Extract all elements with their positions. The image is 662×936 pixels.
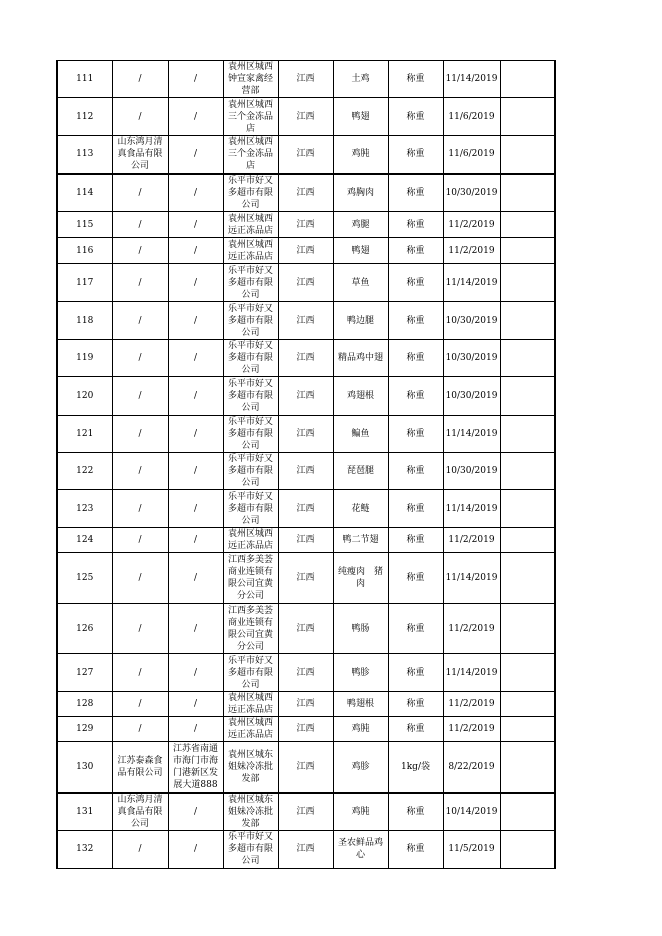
- cell-producer: /: [112, 238, 168, 264]
- cell-producer: 山东鸿月清真食品有限公司: [112, 793, 168, 831]
- cell-sampled-unit: 袁州区城西远正冻品店: [223, 238, 278, 264]
- cell-remarks: [500, 302, 555, 340]
- cell-specification: 称重: [388, 604, 443, 654]
- cell-product-name: 鸭翅: [333, 238, 388, 264]
- cell-production-date: 8/22/2019: [443, 742, 500, 793]
- cell-product-name: 鸭翅: [333, 98, 388, 136]
- cell-province: 江西: [278, 742, 333, 793]
- cell-producer: /: [112, 174, 168, 212]
- cell-province: 江西: [278, 61, 333, 98]
- cell-serial-number: 128: [57, 692, 112, 717]
- cell-serial-number: 120: [57, 377, 112, 416]
- cell-product-name: 鸡肫: [333, 136, 388, 174]
- cell-remarks: [500, 377, 555, 416]
- cell-production-date: 11/5/2019: [443, 830, 500, 868]
- cell-producer-address: /: [168, 830, 223, 868]
- cell-province: 江西: [278, 830, 333, 868]
- cell-product-name: 鸭胗: [333, 654, 388, 692]
- cell-serial-number: 115: [57, 212, 112, 238]
- cell-remarks: [500, 212, 555, 238]
- cell-serial-number: 131: [57, 793, 112, 831]
- cell-producer-address: /: [168, 604, 223, 654]
- cell-province: 江西: [278, 302, 333, 340]
- cell-sampled-unit: 袁州区城东姐妹冷冻批发部: [223, 742, 278, 793]
- cell-remarks: [500, 136, 555, 174]
- cell-specification: 称重: [388, 98, 443, 136]
- cell-serial-number: 119: [57, 340, 112, 377]
- cell-remarks: [500, 692, 555, 717]
- cell-product-name: 琵琶腿: [333, 453, 388, 490]
- cell-specification: 称重: [388, 490, 443, 528]
- cell-product-name: 鸭边腿: [333, 302, 388, 340]
- cell-producer: /: [112, 528, 168, 553]
- cell-remarks: [500, 340, 555, 377]
- cell-producer-address: /: [168, 136, 223, 174]
- cell-sampled-unit: 袁州区城西远正冻品店: [223, 212, 278, 238]
- cell-producer-address: /: [168, 238, 223, 264]
- cell-producer-address: /: [168, 264, 223, 302]
- cell-producer: /: [112, 604, 168, 654]
- cell-province: 江西: [278, 174, 333, 212]
- table-row: [57, 264, 555, 302]
- cell-producer-address: /: [168, 528, 223, 553]
- cell-product-name: 鸭肠: [333, 604, 388, 654]
- cell-product-name: 鳊鱼: [333, 416, 388, 453]
- cell-serial-number: 111: [57, 61, 112, 98]
- cell-producer: /: [112, 830, 168, 868]
- cell-remarks: [500, 553, 555, 604]
- table-row: [57, 377, 555, 416]
- table-row: [57, 302, 555, 340]
- cell-production-date: 10/14/2019: [443, 793, 500, 831]
- cell-specification: 称重: [388, 212, 443, 238]
- cell-serial-number: 129: [57, 717, 112, 742]
- cell-production-date: 11/6/2019: [443, 98, 500, 136]
- cell-serial-number: 125: [57, 553, 112, 604]
- table-row: [57, 238, 555, 264]
- cell-producer: /: [112, 453, 168, 490]
- cell-province: 江西: [278, 793, 333, 831]
- cell-sampled-unit: 江西多美荟商业连锁有限公司宜黄分公司: [223, 604, 278, 654]
- cell-remarks: [500, 830, 555, 868]
- cell-sampled-unit: 乐平市好又多超市有限公司: [223, 490, 278, 528]
- cell-province: 江西: [278, 717, 333, 742]
- cell-production-date: 10/30/2019: [443, 453, 500, 490]
- cell-production-date: 11/2/2019: [443, 212, 500, 238]
- table-row: [57, 742, 555, 793]
- cell-serial-number: 126: [57, 604, 112, 654]
- cell-province: 江西: [278, 490, 333, 528]
- cell-sampled-unit: 袁州区城东姐妹冷冻批发部: [223, 793, 278, 831]
- cell-specification: 称重: [388, 377, 443, 416]
- cell-province: 江西: [278, 136, 333, 174]
- cell-sampled-unit: 乐平市好又多超市有限公司: [223, 416, 278, 453]
- table-row: [57, 528, 555, 553]
- table-row: [57, 136, 555, 174]
- table-row: [57, 553, 555, 604]
- cell-serial-number: 132: [57, 830, 112, 868]
- cell-producer: /: [112, 377, 168, 416]
- cell-specification: 称重: [388, 717, 443, 742]
- cell-sampled-unit: 乐平市好又多超市有限公司: [223, 377, 278, 416]
- cell-producer-address: 江苏省南通市海门市海门港新区发展大道888: [168, 742, 223, 793]
- cell-producer-address: /: [168, 692, 223, 717]
- cell-product-name: 鸡腿: [333, 212, 388, 238]
- cell-serial-number: 130: [57, 742, 112, 793]
- cell-production-date: 10/30/2019: [443, 340, 500, 377]
- cell-sampled-unit: 袁州区城西远正冻品店: [223, 528, 278, 553]
- cell-sampled-unit: 袁州区城西三个金冻品店: [223, 136, 278, 174]
- cell-producer-address: /: [168, 98, 223, 136]
- cell-province: 江西: [278, 98, 333, 136]
- cell-serial-number: 116: [57, 238, 112, 264]
- cell-remarks: [500, 717, 555, 742]
- cell-producer: /: [112, 416, 168, 453]
- cell-specification: 称重: [388, 136, 443, 174]
- cell-producer-address: /: [168, 553, 223, 604]
- cell-production-date: 11/14/2019: [443, 654, 500, 692]
- cell-serial-number: 118: [57, 302, 112, 340]
- cell-province: 江西: [278, 528, 333, 553]
- cell-sampled-unit: 乐平市好又多超市有限公司: [223, 830, 278, 868]
- cell-province: 江西: [278, 340, 333, 377]
- cell-product-name: 圣农鲜品鸡心: [333, 830, 388, 868]
- cell-specification: 称重: [388, 340, 443, 377]
- table-row: [57, 793, 555, 831]
- cell-sampled-unit: 袁州区城西钟宣家禽经营部: [223, 61, 278, 98]
- cell-producer-address: /: [168, 490, 223, 528]
- cell-producer-address: /: [168, 416, 223, 453]
- cell-remarks: [500, 174, 555, 212]
- cell-production-date: 10/30/2019: [443, 302, 500, 340]
- cell-sampled-unit: 袁州区城西远正冻品店: [223, 692, 278, 717]
- cell-specification: 称重: [388, 553, 443, 604]
- cell-product-name: 土鸡: [333, 61, 388, 98]
- cell-remarks: [500, 264, 555, 302]
- cell-production-date: 11/2/2019: [443, 692, 500, 717]
- cell-remarks: [500, 528, 555, 553]
- cell-sampled-unit: 江西多美荟商业连锁有限公司宜黄分公司: [223, 553, 278, 604]
- table-body: [57, 61, 555, 869]
- cell-product-name: 鸭翅根: [333, 692, 388, 717]
- cell-production-date: 11/6/2019: [443, 136, 500, 174]
- table-row: [57, 212, 555, 238]
- cell-producer: 山东鸿月清真食品有限公司: [112, 136, 168, 174]
- table-row: [57, 717, 555, 742]
- table-row: [57, 490, 555, 528]
- cell-province: 江西: [278, 553, 333, 604]
- cell-sampled-unit: 乐平市好又多超市有限公司: [223, 453, 278, 490]
- cell-production-date: 10/30/2019: [443, 174, 500, 212]
- cell-production-date: 11/2/2019: [443, 717, 500, 742]
- cell-production-date: 11/14/2019: [443, 553, 500, 604]
- cell-specification: 称重: [388, 528, 443, 553]
- cell-product-name: 鸡翅根: [333, 377, 388, 416]
- cell-sampled-unit: 袁州区城西三个金冻品店: [223, 98, 278, 136]
- cell-production-date: 11/2/2019: [443, 238, 500, 264]
- cell-producer-address: /: [168, 654, 223, 692]
- cell-specification: 称重: [388, 654, 443, 692]
- cell-production-date: 11/14/2019: [443, 416, 500, 453]
- cell-specification: 称重: [388, 416, 443, 453]
- cell-producer-address: /: [168, 340, 223, 377]
- cell-producer-address: /: [168, 793, 223, 831]
- cell-producer: /: [112, 654, 168, 692]
- cell-producer: /: [112, 212, 168, 238]
- cell-province: 江西: [278, 654, 333, 692]
- cell-serial-number: 113: [57, 136, 112, 174]
- cell-sampled-unit: 袁州区城西远正冻品店: [223, 717, 278, 742]
- cell-production-date: 11/14/2019: [443, 61, 500, 98]
- cell-producer: /: [112, 717, 168, 742]
- cell-producer: /: [112, 61, 168, 98]
- cell-specification: 称重: [388, 793, 443, 831]
- cell-serial-number: 122: [57, 453, 112, 490]
- table-row: [57, 453, 555, 490]
- cell-production-date: 10/30/2019: [443, 377, 500, 416]
- table-row: [57, 340, 555, 377]
- cell-product-name: 鸡肫: [333, 793, 388, 831]
- cell-product-name: 花鲢: [333, 490, 388, 528]
- cell-province: 江西: [278, 377, 333, 416]
- cell-production-date: 11/2/2019: [443, 604, 500, 654]
- cell-serial-number: 112: [57, 98, 112, 136]
- cell-remarks: [500, 490, 555, 528]
- cell-product-name: 精品鸡中翅: [333, 340, 388, 377]
- cell-province: 江西: [278, 264, 333, 302]
- cell-specification: 称重: [388, 830, 443, 868]
- cell-remarks: [500, 61, 555, 98]
- table-row: [57, 692, 555, 717]
- table-row: [57, 61, 555, 98]
- cell-remarks: [500, 742, 555, 793]
- cell-specification: 称重: [388, 453, 443, 490]
- cell-producer: /: [112, 692, 168, 717]
- cell-production-date: 11/14/2019: [443, 490, 500, 528]
- cell-sampled-unit: 乐平市好又多超市有限公司: [223, 302, 278, 340]
- table-row: [57, 604, 555, 654]
- cell-product-name: 鸡胸肉: [333, 174, 388, 212]
- cell-province: 江西: [278, 212, 333, 238]
- cell-producer-address: /: [168, 453, 223, 490]
- cell-producer-address: /: [168, 174, 223, 212]
- cell-serial-number: 121: [57, 416, 112, 453]
- cell-specification: 称重: [388, 238, 443, 264]
- cell-specification: 称重: [388, 61, 443, 98]
- cell-producer-address: /: [168, 377, 223, 416]
- cell-remarks: [500, 98, 555, 136]
- cell-producer: /: [112, 302, 168, 340]
- cell-producer: 江苏泰森食品有限公司: [112, 742, 168, 793]
- table-row: [57, 654, 555, 692]
- sampling-table: [56, 60, 556, 869]
- cell-specification: 称重: [388, 302, 443, 340]
- cell-producer: /: [112, 340, 168, 377]
- cell-province: 江西: [278, 692, 333, 717]
- cell-remarks: [500, 604, 555, 654]
- cell-specification: 称重: [388, 174, 443, 212]
- cell-province: 江西: [278, 604, 333, 654]
- cell-producer-address: /: [168, 61, 223, 98]
- cell-serial-number: 124: [57, 528, 112, 553]
- cell-producer: /: [112, 553, 168, 604]
- cell-remarks: [500, 654, 555, 692]
- cell-province: 江西: [278, 453, 333, 490]
- cell-serial-number: 114: [57, 174, 112, 212]
- table-row: [57, 98, 555, 136]
- cell-product-name: 纯瘦肉 猪肉: [333, 553, 388, 604]
- cell-producer: /: [112, 264, 168, 302]
- cell-sampled-unit: 乐平市好又多超市有限公司: [223, 174, 278, 212]
- cell-product-name: 草鱼: [333, 264, 388, 302]
- cell-sampled-unit: 乐平市好又多超市有限公司: [223, 340, 278, 377]
- cell-specification: 1kg/袋: [388, 742, 443, 793]
- cell-product-name: 鸡肫: [333, 717, 388, 742]
- cell-production-date: 11/2/2019: [443, 528, 500, 553]
- cell-producer: /: [112, 98, 168, 136]
- cell-remarks: [500, 238, 555, 264]
- cell-sampled-unit: 乐平市好又多超市有限公司: [223, 654, 278, 692]
- cell-sampled-unit: 乐平市好又多超市有限公司: [223, 264, 278, 302]
- table-row: [57, 174, 555, 212]
- cell-producer-address: /: [168, 212, 223, 238]
- cell-serial-number: 123: [57, 490, 112, 528]
- cell-producer: /: [112, 490, 168, 528]
- cell-producer-address: /: [168, 302, 223, 340]
- table-row: [57, 416, 555, 453]
- cell-product-name: 鸡胗: [333, 742, 388, 793]
- table-row: [57, 830, 555, 868]
- cell-production-date: 11/14/2019: [443, 264, 500, 302]
- cell-remarks: [500, 793, 555, 831]
- cell-remarks: [500, 453, 555, 490]
- cell-province: 江西: [278, 416, 333, 453]
- cell-specification: 称重: [388, 692, 443, 717]
- cell-producer-address: /: [168, 717, 223, 742]
- cell-specification: 称重: [388, 264, 443, 302]
- cell-province: 江西: [278, 238, 333, 264]
- cell-serial-number: 117: [57, 264, 112, 302]
- cell-serial-number: 127: [57, 654, 112, 692]
- cell-remarks: [500, 416, 555, 453]
- cell-product-name: 鸭二节翅: [333, 528, 388, 553]
